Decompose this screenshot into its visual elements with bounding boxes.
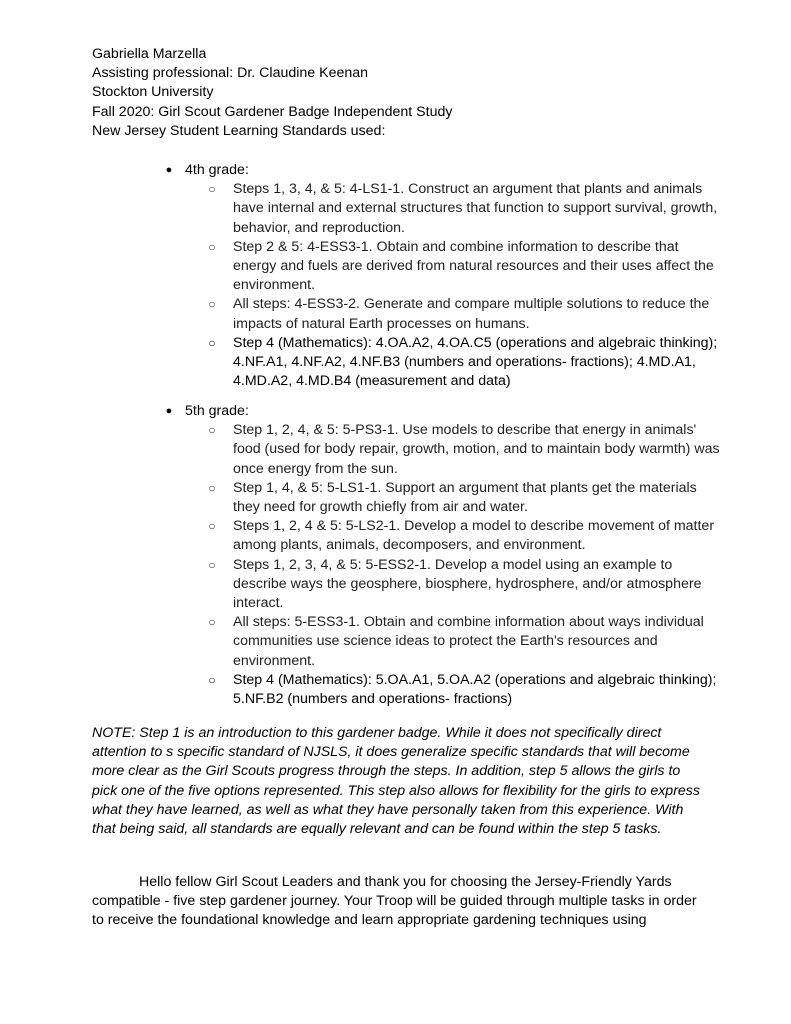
list-item: ○ Step 1, 4, & 5: 5-LS1-1. Support an argument that plants get the materials they need for growth chiefly from air and water. [163,479,723,517]
bullet-icon: ● [165,405,173,417]
circle-bullet-icon: ○ [208,423,216,438]
circle-bullet-icon: ○ [208,480,216,495]
grade-heading [163,161,723,180]
standards-list [163,421,723,709]
circle-bullet-icon: ○ [208,519,216,534]
circle-bullet-icon: ○ [208,557,216,572]
list-item: ○ All steps: 5-ESS3-1. Obtain and combine information about ways individual communities use science ideas to protect the Earth's resources and environment. [163,613,723,671]
grade-heading [163,402,723,421]
bullet-icon: ● [165,164,173,176]
list-item: ○ Steps 1, 2, 3, 4, & 5: 5-ESS2-1. Develop a model using an example to describe ways the geosphere, biosphere, hydrosphere, and/or atmosphere interact. [163,556,723,614]
list-item: ○ All steps: 4-ESS3-2. Generate and compare multiple solutions to reduce the impacts of natural Earth processes on humans. [163,295,723,333]
circle-bullet-icon: ○ [208,297,216,312]
list-item: ○ Steps 1, 3, 4, & 5: 4-LS1-1. Construct an argument that plants and animals have internal and external structures that function to support survival, growth, behavior, and reproduction. [163,180,723,238]
list-item: ○ Step 2 & 5: 4-ESS3-1. Obtain and combine information to describe that energy and fuels are derived from natural resources and their uses affect the environment. [163,238,723,296]
circle-bullet-icon: ○ [208,615,216,630]
grade-section-4th [163,161,723,391]
grade-section-5th [163,402,723,709]
course-title: Fall 2020: Girl Scout Gardener Badge Independent Study [92,103,453,120]
note-paragraph: NOTE: Step 1 is an introduction to this gardener badge. While it does not specifically direct attention to s specific standard of NJSLS, it does generalize specific standards that will become more clear as the Girl Scouts progress through the steps. In addition, step 5 allows the girls to pick one of the five options represented. This step also allows for flexibility for the girls to express what they have learned, as well as what they have personally taken from this experience. With that being said, all standards are equally relevant and can be found within the step 5 tasks. [92,725,700,838]
list-item: ○ Step 1, 2, 4, & 5: 5-PS3-1. Use models to describe that energy in animals' food (used for body repair, growth, motion, and to maintain body warmth) was once energy from the sun. [163,421,723,479]
circle-bullet-icon: ○ [208,182,216,197]
standards-intro: New Jersey Student Learning Standards used: [92,122,386,139]
grade-title-text: 4th grade: [185,162,249,178]
circle-bullet-icon: ○ [208,239,216,254]
list-item: ○ Step 4 (Mathematics): 4.OA.A2, 4.OA.C5 (operations and algebraic thinking); 4.NF.A1, 4.NF.A2, 4.NF.B3 (numbers and operations- fractions); 4.MD.A1, 4.MD.A2, 4.MD.B4 (measurement and data) [163,334,723,392]
list-item: ○ Steps 1, 2, 4 & 5: 5-LS2-1. Develop a model to describe movement of matter among plants, animals, decomposers, and environment. [163,517,723,555]
circle-bullet-icon: ○ [208,672,216,687]
grade-title-text: 5th grade: [185,403,249,419]
assisting-professional: Assisting professional: Dr. Claudine Keenan [92,65,369,82]
circle-bullet-icon: ○ [208,335,216,350]
author-name: Gabriella Marzella [92,46,207,62]
list-item: ○ Step 4 (Mathematics): 5.OA.A1, 5.OA.A2 (operations and algebraic thinking); 5.NF.B2 (numbers and operations- fractions) [163,671,723,709]
intro-paragraph: Hello fellow Girl Scout Leaders and thank you for choosing the Jersey-Friendly Yards compatible - five step gardener journey. Your Troop will be guided through multiple tasks in order to receive the foundational knowledge and learn appropriate gardening techniques using [92,874,697,929]
university-name: Stockton University [92,84,214,101]
standards-list [163,180,723,391]
document-header [92,45,732,141]
